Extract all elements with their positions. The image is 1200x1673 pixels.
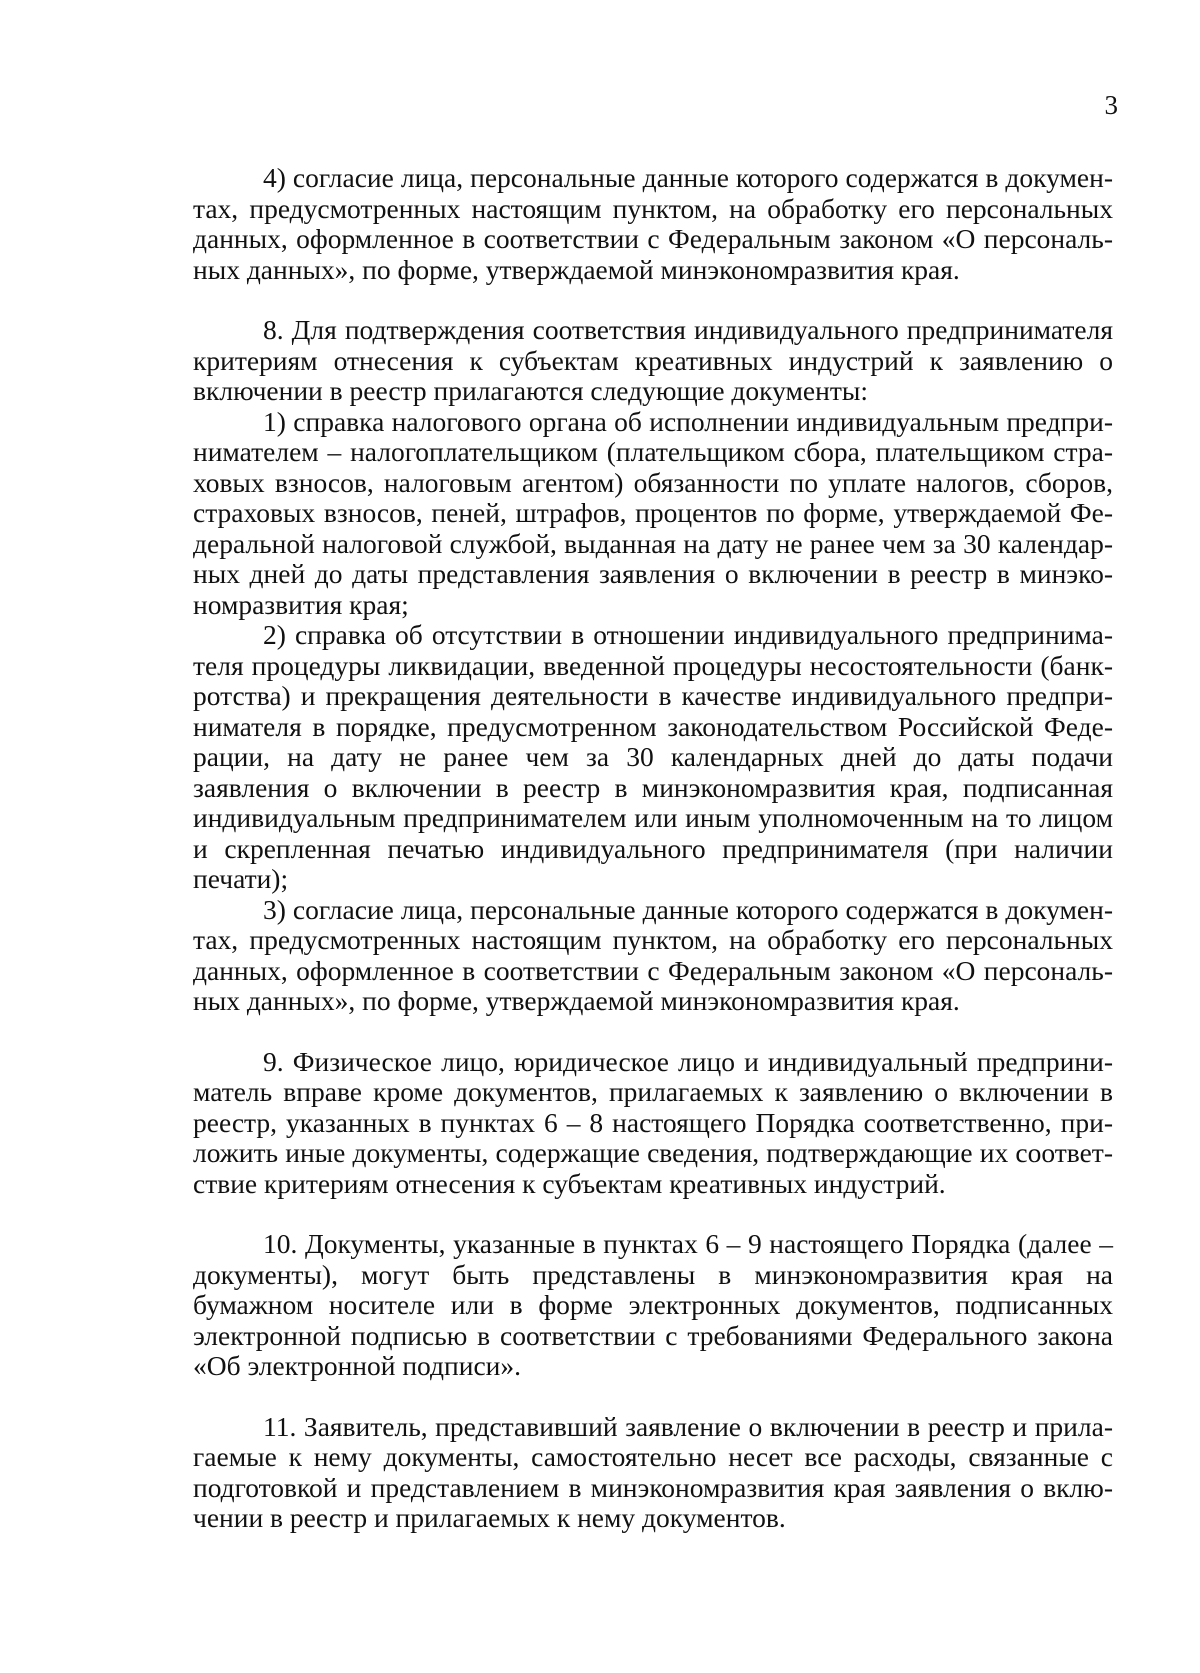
paragraph-item-11: 11. Заявитель, представивший заявление о включении в реестр и прилагаемые к нему документы, самостоятельно несет все расходы, связанные с подготовкой и представлением в минэкономразвития края заявления о включении в реестр и прилагаемых к нему документов.	[193, 1410, 1113, 1533]
paragraph-item-8: 8. Для подтверждения соответствия индивидуального предпринимателя критериям отнесения к субъектам креативных индустрий к заявлению о включении в реестр прилагаются следующие документы:	[193, 314, 1113, 406]
paragraph-item-9: 9. Физическое лицо, юридическое лицо и индивидуальный предприниматель вправе кроме документов, прилагаемых к заявлению о включении в реестр, указанных в пунктах 6 – 8 настоящего Порядка соответственно, приложить иные документы, содержащие сведения, подтверждающие их соответствие критериям отнесения к субъектам креативных индустрий.	[193, 1045, 1113, 1199]
paragraph-item-10: 10. Документы, указанные в пунктах 6 – 9 настоящего Порядка (далее – документы), могут быть представлены в минэкономразвития края на бумажном носителе или в форме электронных документов, подписанных электронной подписью в соответствии с требованиями Федерального закона «Об электронной подписи».	[193, 1228, 1113, 1381]
document-body	[193, 163, 1113, 1534]
paragraph-item-8-2: 2) справка об отсутствии в отношении индивидуального предпринимателя процедуры ликвидации, введенной процедуры несостоятельности (банкротства) и прекращения деятельности в качестве индивидуального предпринимателя в порядке, предусмотренном законодательством Российской Федерации, на дату не ранее чем за 30 календарных дней до даты подачи заявления о включении в реестр в минэкономразвития края, подписанная индивидуальным предпринимателем или иным уполномоченным на то лицом и скрепленная печатью индивидуального предпринимателя (при наличии печати);	[193, 619, 1113, 894]
paragraph-item-8-1: 1) справка налогового органа об исполнении индивидуальным предпринимателем – налогоплательщиком (плательщиком сбора, плательщиком страховых взносов, налоговым агентом) обязанности по уплате налогов, сборов, страховых взносов, пеней, штрафов, процентов по форме, утверждаемой Федеральной налоговой службой, выданная на дату не ранее чем за 30 календарных дней до даты представления заявления о включении в реестр в минэкономразвития края;	[193, 405, 1113, 620]
page-number: 3	[1104, 90, 1118, 120]
paragraph-item-8-3: 3) согласие лица, персональные данные которого содержатся в документах, предусмотренных настоящим пунктом, на обработку его персональных данных, оформленное в соответствии с Федеральным законом «О персональных данных», по форме, утверждаемой минэкономразвития края.	[193, 893, 1113, 1016]
paragraph-consent-personal-data: 4) согласие лица, персональные данные которого содержатся в документах, предусмотренных настоящим пунктом, на обработку его персональных данных, оформленное в соответствии с Федеральным законом «О персональных данных», по форме, утверждаемой минэкономразвития края.	[193, 162, 1113, 285]
